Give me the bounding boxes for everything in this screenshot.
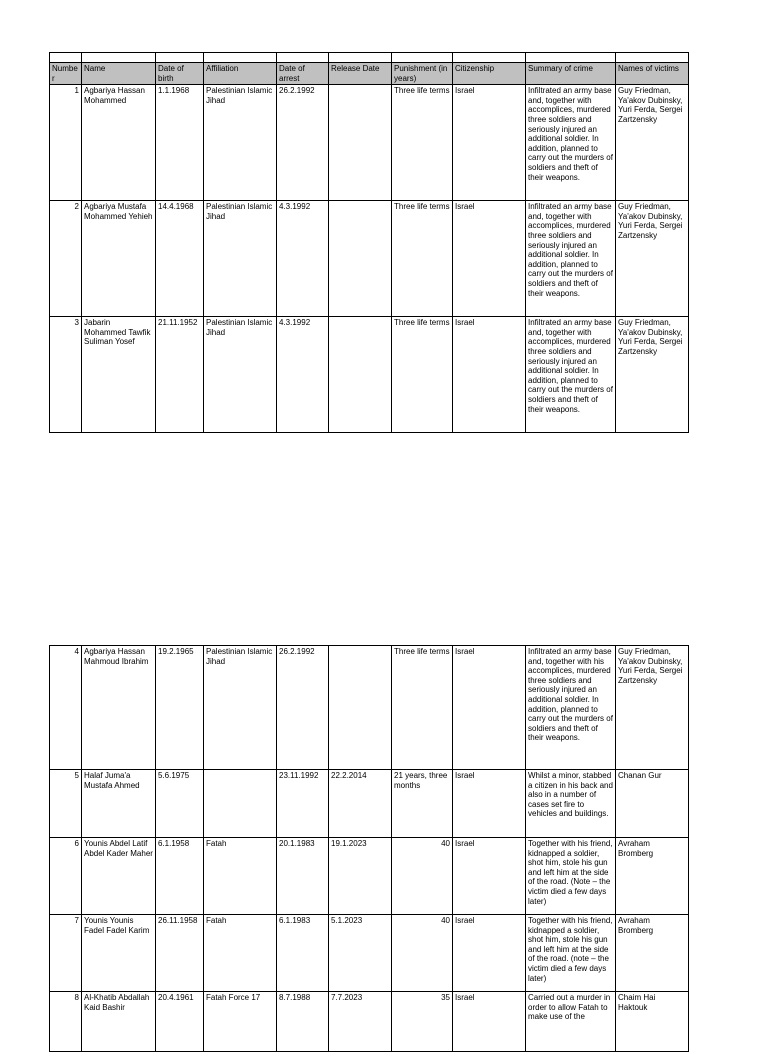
row-number: 2 [50, 201, 82, 317]
empty-cell [204, 53, 277, 63]
row-victims: Guy Friedman, Ya'akov Dubinsky, Yuri Ferda, Sergei Zartzensky [616, 646, 689, 770]
row-release: 22.2.2014 [329, 770, 392, 838]
row-affiliation: Fatah [204, 838, 277, 915]
table-row [50, 992, 689, 1052]
row-affiliation: Fatah [204, 915, 277, 992]
row-name: Younis Younis Fadel Fadel Karim [82, 915, 156, 992]
header-release: Release Date [329, 63, 392, 85]
row-summary: Carried out a murder in order to allow Fatah to make use of the [526, 992, 616, 1052]
row-summary: Infiltrated an army base and, together with accomplices, murdered three soldiers and seriously injured an additional soldier. In addition, planned to carry out the murders of soldiers and theft of their weapons. [526, 201, 616, 317]
row-release: 5.1.2023 [329, 915, 392, 992]
row-arrest: 6.1.1983 [277, 915, 329, 992]
row-name: Agbariya Mustafa Mohammed Yehieh [82, 201, 156, 317]
row-number: 4 [50, 646, 82, 770]
row-dob: 6.1.1958 [156, 838, 204, 915]
row-citizenship: Israel [453, 85, 526, 201]
row-dob: 26.11.1958 [156, 915, 204, 992]
row-citizenship: Israel [453, 317, 526, 433]
row-punishment: 40 [392, 915, 453, 992]
row-victims: Guy Friedman, Ya'akov Dubinsky, Yuri Ferda, Sergei Zartzensky [616, 317, 689, 433]
spacer-row [50, 53, 689, 63]
row-summary: Infiltrated an army base and, together with accomplices, murdered three soldiers and seriously injured an additional soldier. In addition, planned to carry out the murders of soldiers and theft of their weapons. [526, 317, 616, 433]
row-summary: Together with his friend, kidnapped a soldier, shot him, stole his gun and left him at the side of the road. (Note – the victim died a few days later) [526, 838, 616, 915]
row-number: 1 [50, 85, 82, 201]
row-punishment: 35 [392, 992, 453, 1052]
row-victims: Guy Friedman, Ya'akov Dubinsky, Yuri Ferda, Sergei Zartzensky [616, 201, 689, 317]
empty-cell [526, 53, 616, 63]
row-punishment: Three life terms [392, 85, 453, 201]
row-punishment: Three life terms [392, 646, 453, 770]
row-affiliation: Palestinian Islamic Jihad [204, 85, 277, 201]
prisoner-table-page-1 [49, 52, 689, 433]
empty-cell [277, 53, 329, 63]
table-row [50, 317, 689, 433]
row-release: 7.7.2023 [329, 992, 392, 1052]
row-arrest: 4.3.1992 [277, 201, 329, 317]
empty-cell [453, 53, 526, 63]
row-victims: Chaim Hai Haktouk [616, 992, 689, 1052]
header-punishment: Punishment (in years) [392, 63, 453, 85]
row-release [329, 646, 392, 770]
row-name: Younis Abdel Latif Abdel Kader Maher [82, 838, 156, 915]
row-release [329, 317, 392, 433]
row-name: Agbariya Hassan Mahmoud Ibrahim [82, 646, 156, 770]
row-victims: Chanan Gur [616, 770, 689, 838]
row-dob: 21.11.1952 [156, 317, 204, 433]
empty-cell [82, 53, 156, 63]
row-summary: Whilst a minor, stabbed a citizen in his back and also in a number of cases set fire to vehicles and buildings. [526, 770, 616, 838]
empty-cell [616, 53, 689, 63]
row-release [329, 85, 392, 201]
row-release [329, 201, 392, 317]
row-affiliation: Fatah Force 17 [204, 992, 277, 1052]
header-victims: Names of victims [616, 63, 689, 85]
row-release: 19.1.2023 [329, 838, 392, 915]
row-punishment: 21 years, three months [392, 770, 453, 838]
header-number: Number [50, 63, 82, 85]
table-row [50, 646, 689, 770]
row-citizenship: Israel [453, 992, 526, 1052]
row-victims: Avraham Bromberg [616, 838, 689, 915]
row-arrest: 8.7.1988 [277, 992, 329, 1052]
row-dob: 1.1.1968 [156, 85, 204, 201]
header-arrest: Date of arrest [277, 63, 329, 85]
row-citizenship: Israel [453, 201, 526, 317]
table-row [50, 201, 689, 317]
row-summary: Infiltrated an army base and, together with his accomplices, murdered three soldiers and seriously injured an additional soldier. In addition, planned to carry out the murders of soldiers and theft of their weapons. [526, 646, 616, 770]
row-affiliation: Palestinian Islamic Jihad [204, 317, 277, 433]
row-affiliation: Palestinian Islamic Jihad [204, 646, 277, 770]
empty-cell [329, 53, 392, 63]
row-arrest: 26.2.1992 [277, 646, 329, 770]
row-name: Halaf Juma'a Mustafa Ahmed [82, 770, 156, 838]
row-name: Jabarin Mohammed Tawfik Suliman Yosef [82, 317, 156, 433]
table-row [50, 838, 689, 915]
empty-cell [156, 53, 204, 63]
row-victims: Avraham Bromberg [616, 915, 689, 992]
header-row [50, 63, 689, 85]
row-number: 3 [50, 317, 82, 433]
row-summary: Together with his friend, kidnapped a soldier, shot him, stole his gun and left him at the side of the road. (note – the victim died a few days later) [526, 915, 616, 992]
row-name: Al-Khatib Abdallah Kaid Bashir [82, 992, 156, 1052]
row-dob: 14.4.1968 [156, 201, 204, 317]
empty-cell [392, 53, 453, 63]
row-citizenship: Israel [453, 915, 526, 992]
table-row [50, 915, 689, 992]
header-citizenship: Citizenship [453, 63, 526, 85]
header-name: Name [82, 63, 156, 85]
row-dob: 5.6.1975 [156, 770, 204, 838]
table-row [50, 770, 689, 838]
row-number: 7 [50, 915, 82, 992]
row-arrest: 26.2.1992 [277, 85, 329, 201]
row-arrest: 23.11.1992 [277, 770, 329, 838]
table-row [50, 85, 689, 201]
row-number: 5 [50, 770, 82, 838]
row-victims: Guy Friedman, Ya'akov Dubinsky, Yuri Ferda, Sergei Zartzensky [616, 85, 689, 201]
row-citizenship: Israel [453, 838, 526, 915]
header-summary: Summary of crime [526, 63, 616, 85]
row-number: 8 [50, 992, 82, 1052]
row-citizenship: Israel [453, 646, 526, 770]
row-number: 6 [50, 838, 82, 915]
header-affiliation: Affiliation [204, 63, 277, 85]
row-affiliation: Palestinian Islamic Jihad [204, 201, 277, 317]
row-punishment: 40 [392, 838, 453, 915]
row-punishment: Three life terms [392, 201, 453, 317]
row-dob: 19.2.1965 [156, 646, 204, 770]
row-arrest: 20.1.1983 [277, 838, 329, 915]
header-dob: Date of birth [156, 63, 204, 85]
row-dob: 20.4.1961 [156, 992, 204, 1052]
row-name: Agbariya Hassan Mohammed [82, 85, 156, 201]
row-citizenship: Israel [453, 770, 526, 838]
row-arrest: 4.3.1992 [277, 317, 329, 433]
empty-cell [50, 53, 82, 63]
prisoner-table-page-2 [49, 645, 689, 1052]
row-affiliation [204, 770, 277, 838]
row-punishment: Three life terms [392, 317, 453, 433]
row-summary: Infiltrated an army base and, together with accomplices, murdered three soldiers and seriously injured an additional soldier. In addition, planned to carry out the murders of soldiers and theft of their weapons. [526, 85, 616, 201]
